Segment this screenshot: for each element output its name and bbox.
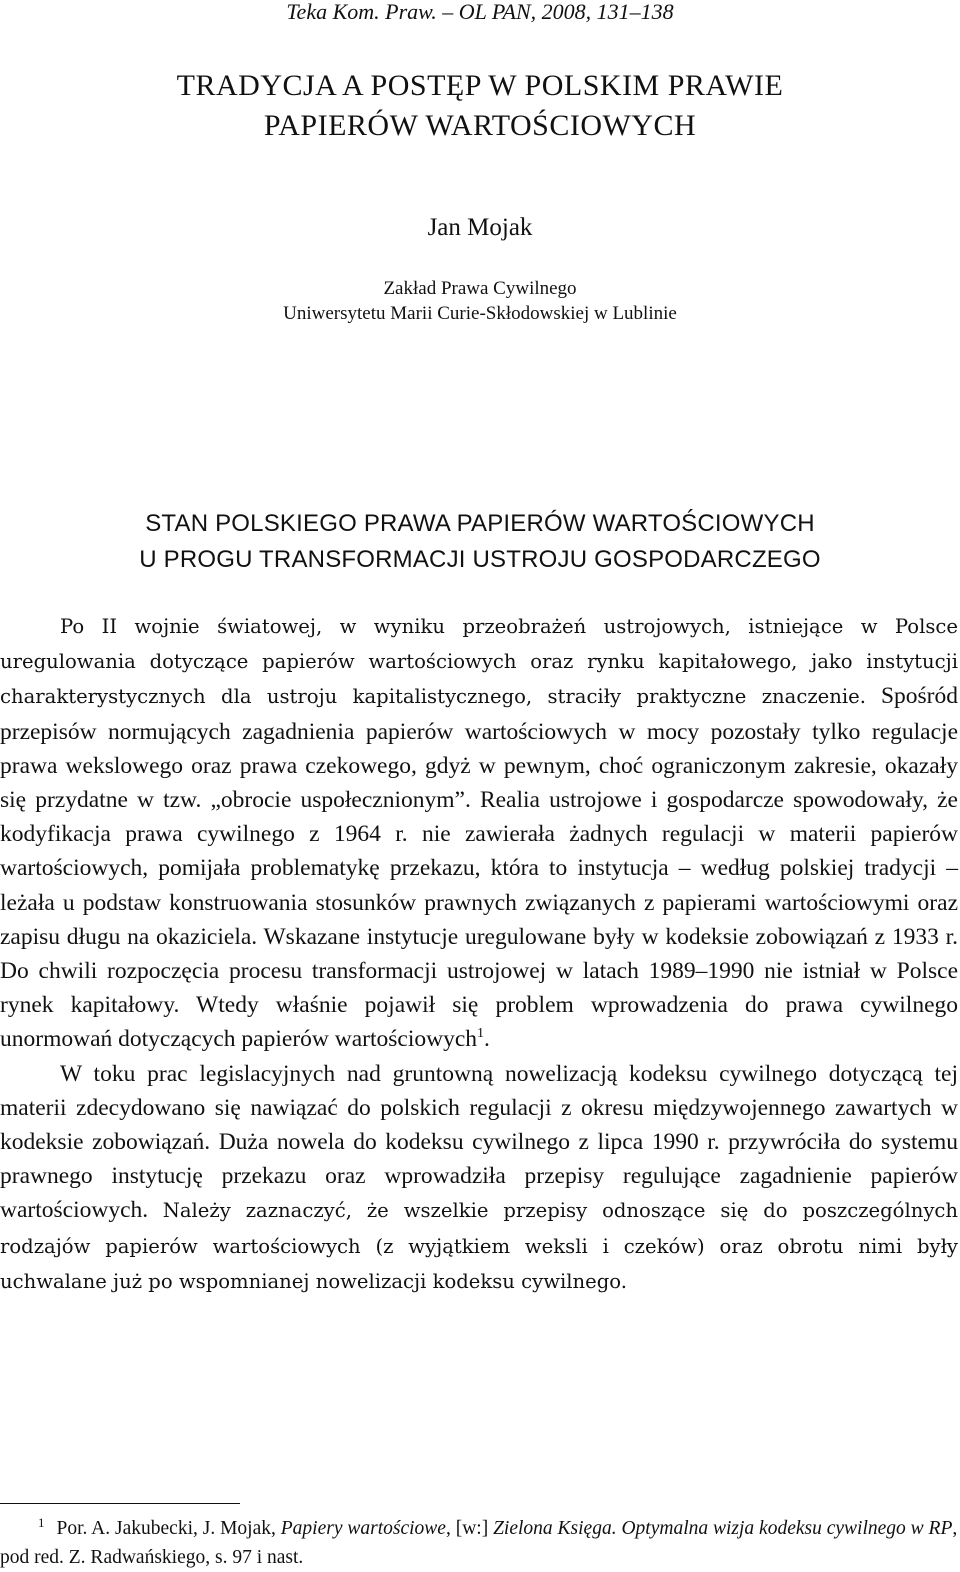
paragraph-2-closing: Należy zaznaczyć, że wszelkie przepisy odnoszące się do poszczególnych rodzajów papierów wartościowych (z wyjątkiem weksli i czeków) oraz obrotu nimi były uchwalane już po wspomnianej nowelizacji kodeksu cywilnego. [0,1199,958,1293]
footnote-cited-title: Papiery wartościowe [280,1518,446,1539]
paragraph-2 [0,1057,958,1299]
footnote-number: 1 [38,1514,45,1530]
paragraph-1-text: Spośród przepisów normujących zagadnienia papierów wartościowych w mocy pozostały tylko regulacje prawa wekslowego oraz prawa czekowego, gdyż w pewnym, choć ograniczonym zakresie, okazały się przydatne w tzw. „obrocie uspołecznionym”. Realia ustrojowe i gospodarcze spowodowały, że kodyfikacja prawa cywilnego z 1964 r. nie zawierała żadnych regulacji w materii papierów wartościowych, pomijała problematykę przekazu, która to instytucja – według polskiej tradycji – leżała u podstaw konstruowania stosunków prawnych związanych z papierami wartościowymi oraz zapisu długu na okaziciela. Wskazane instytucje uregulowane były w kodeksie zobowiązań z 1933 r. Do chwili rozpoczęcia procesu transformacji ustrojowej w latach 1989–1990 nie istniał w Polsce rynek kapitałowy. Wtedy właśnie pojawił się problem wprowadzenia do prawa cywilnego unormowań dotyczących papierów wartościowych [0,683,958,1053]
article-title-line-2: PAPIERÓW WARTOŚCIOWYCH [263,109,697,142]
paragraph-1-end: . [484,1026,490,1053]
footnote-text-c: , pod red. Z. Radwańskiego, s. 97 i nast. [0,1518,958,1568]
paragraph-1 [0,609,958,1057]
section-heading [0,506,960,578]
affiliation-line-2: Uniwersytetu Marii Curie-Skłodowskiej w Lublinie [283,303,677,324]
footnote [0,1514,958,1572]
body-text [0,609,958,1299]
paragraph-2-text: W toku prac legislacyjnych nad gruntowną nowelizacją kodeksu cywilnego dotyczącą tej materii zdecydowano się nawiązać do polskich regulacji z okresu międzywojennego zawartych w kodeksie zobowiązań. Duża nowela do kodeksu cywilnego z lipca 1990 r. przywróciła do systemu prawnego instytucję przekazu oraz wprowadziła przepisy regulujące zagadnienie papierów wartościowych. [0,1060,958,1224]
journal-header: Teka Kom. Praw. – OL PAN, 2008, 131–138 [286,0,674,24]
footnote-divider [0,1503,240,1504]
author-affiliation [0,276,960,326]
article-title-line-1: TRADYCJA A POSTĘP W POLSKIM PRAWIE [176,69,784,102]
footnote-reference[interactable]: 1 [477,1026,485,1042]
affiliation-line-1: Zakład Prawa Cywilnego [383,278,577,299]
paragraph-1-opening: Po II wojnie światowej, w wyniku przeobrażeń ustrojowych, istniejące w Polsce uregulowania dotyczące papierów wartościowych oraz rynku kapitałowego, jako instytucji charakterystycznych dla ustroju kapitalistycznego, straciły praktyczne znaczenie. [0,615,958,709]
section-heading-line-1: STAN POLSKIEGO PRAWA PAPIERÓW WARTOŚCIOWYCH [145,510,815,537]
footnote-text-b: , [w:] [445,1518,494,1539]
footnote-text-a: Por. A. Jakubecki, J. Mojak, [56,1518,281,1539]
footnote-book-title: Zielona Księga. Optymalna wizja kodeksu cywilnego w RP [493,1518,953,1539]
article-title [0,66,960,146]
author-name: Jan Mojak [427,214,533,241]
section-heading-line-2: U PROGU TRANSFORMACJI USTROJU GOSPODARCZEGO [139,546,821,573]
